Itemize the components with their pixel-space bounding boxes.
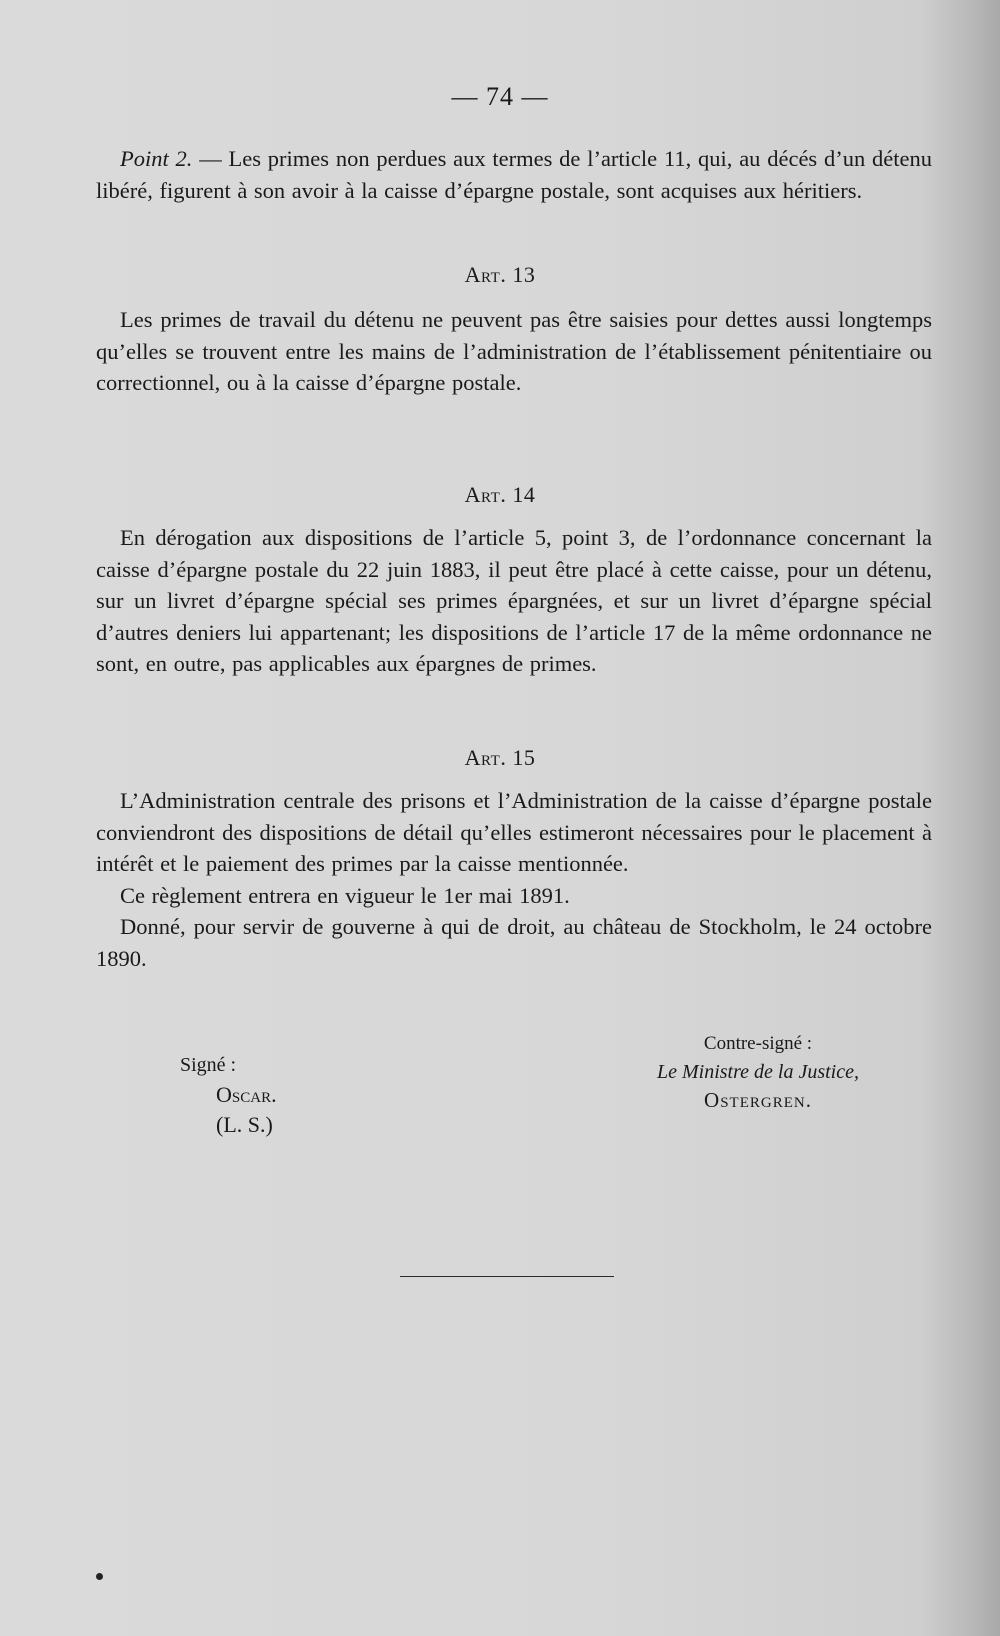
given-text: Donné, pour servir de gouverne à qui de droit, au château de Stockholm, le 24 octobre 1890.	[96, 914, 932, 971]
article-15-paragraph	[96, 785, 932, 974]
seal-mark: (L. S.)	[216, 1112, 273, 1137]
point-2-text: — Les primes non perdues aux termes de l’article 11, qui, au décés d’un détenu libéré, figurent à son avoir à la caisse d’épargne postale, sont acquises aux héritiers.	[96, 146, 932, 203]
article-14-paragraph	[96, 522, 932, 680]
article-15-heading: Art. 15	[464, 745, 536, 770]
minister-title: Le Ministre de la Justice,	[657, 1061, 859, 1083]
signature-block-left	[180, 1050, 277, 1140]
article-14-text: En dérogation aux dispositions de l’article 5, point 3, de l’ordonnance concernant la caisse d’épargne postale du 22 juin 1883, il peut être placé à cette caisse, pour un détenu, sur un livret d’épargne spécial ses primes épargnées, et sur un livret d’épargne spécial d’autres deniers lui appartenant; les dispositions de l’article 17 de la même ordonnance ne sont, en outre, pas applicables aux épargnes de primes.	[96, 525, 932, 676]
signed-label: Signé :	[180, 1054, 237, 1076]
article-15-text: L’Administration centrale des prisons et l’Administration de la caisse d’épargne postale conviendront des dispositions de détail qu’elles estimeront nécessaires pour le placement à intérêt et le paiement des primes par la caisse mentionnée.	[96, 788, 932, 876]
article-13-heading: Art. 13	[464, 262, 536, 287]
end-rule	[400, 1276, 614, 1277]
article-14-heading: Art. 14	[464, 482, 536, 507]
article-13-paragraph	[96, 304, 932, 399]
countersigned-label: Contre-signé :	[703, 1033, 813, 1054]
article-13-text: Les primes de travail du détenu ne peuvent pas être saisies pour dettes aussi longtemps qu’elles se trouvent entre les mains de l’administration de l’établissement pénitentiaire ou correctionnel, ou à la caisse d’épargne postale.	[96, 307, 932, 395]
in-force-text: Ce règlement entrera en vigueur le 1er mai 1891.	[120, 882, 570, 908]
point-2-paragraph	[96, 143, 932, 206]
countersignatory-name: Ostergren.	[704, 1088, 812, 1112]
ink-dot	[96, 1573, 103, 1580]
point-2-label: Point 2.	[120, 146, 193, 171]
signature-block-right	[608, 1030, 908, 1114]
page-number: — 74 —	[451, 82, 549, 111]
signatory-name: Oscar.	[216, 1082, 277, 1107]
